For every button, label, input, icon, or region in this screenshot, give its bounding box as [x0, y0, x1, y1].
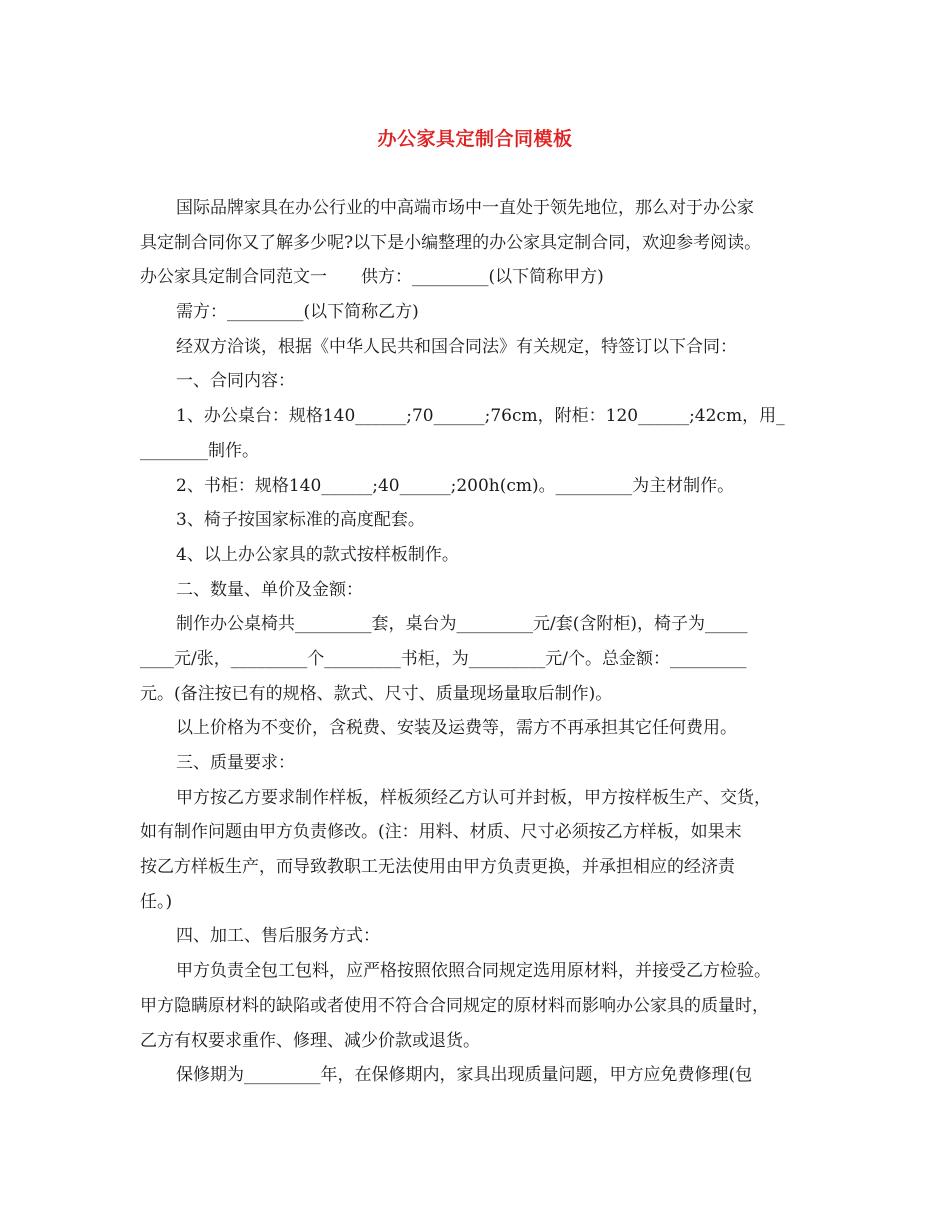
text-line: 任。): [140, 891, 173, 912]
text-line: 3、椅子按国家标准的高度配套。: [176, 510, 425, 531]
text-line: 办公家具定制合同范文一 供方：_________(以下简称甲方): [140, 267, 604, 288]
text-line: 需方：_________(以下简称乙方): [176, 302, 419, 323]
text-line: 4、以上办公家具的款式按样板制作。: [176, 544, 459, 565]
text-line: 甲方按乙方要求制作样板，样板须经乙方认可并封板，甲方按样板生产、交货，: [176, 787, 771, 808]
text-line: 国际品牌家具在办公行业的中高端市场中一直处于领先地位，那么对于办公家: [176, 198, 754, 218]
document-title: 办公家具定制合同模板: [377, 128, 573, 150]
text-line: 四、加工、售后服务方式：: [176, 926, 380, 947]
text-line: 制作办公桌椅共_________套，桌台为_________元/套(含附柜)，椅子为_____: [176, 614, 748, 635]
text-line: 保修期为_________年，在保修期内，家具出现质量问题，甲方应免费修理(包: [176, 1065, 753, 1086]
text-line: 甲方隐瞒原材料的缺陷或者使用不符合合同规定的原材料而影响办公家具的质量时，: [140, 995, 769, 1016]
text-line: 三、质量要求：: [176, 753, 295, 773]
text-line: 经双方洽谈，根据《中华人民共和国合同法》有关规定，特签订以下合同：: [176, 336, 737, 357]
text-line: 1、办公桌台：规格140______;70______;76cm，附柜：120______;42cm，用_: [176, 406, 785, 427]
text-line: ____元/张，_________个_________书柜，为_________元/个。总金额：_________: [140, 648, 747, 669]
text-line: 乙方有权要求重作、修理、减少价款或退货。: [140, 1030, 480, 1051]
text-line: 具定制合同你又了解多少呢?以下是小编整理的办公家具定制合同，欢迎参考阅读。: [140, 232, 762, 253]
text-line: 按乙方样板生产，而导致教职工无法使用由甲方负责更换，并承担相应的经济责: [140, 857, 735, 878]
text-line: ________制作。: [140, 440, 259, 461]
text-line: 以上价格为不变价，含税费、安装及运费等，需方不再承担其它任何费用。: [176, 718, 737, 739]
text-line: 如有制作问题由甲方负责修改。(注：用料、材质、尺寸必须按乙方样板，如果末: [140, 822, 742, 843]
text-line: 甲方负责全包工包料，应严格按照依照合同规定选用原材料，并接受乙方检验。: [176, 961, 771, 982]
document-body: [140, 191, 815, 1093]
text-line: 二、数量、单价及金额：: [176, 579, 363, 600]
text-line: 元。(备注按已有的规格、款式、尺寸、质量现场量取后制作)。: [140, 683, 613, 704]
text-line: 一、合同内容：: [176, 371, 295, 392]
text-line: 2、书柜：规格140______;40______;200h(cm)。_________为主材制作。: [176, 475, 735, 496]
